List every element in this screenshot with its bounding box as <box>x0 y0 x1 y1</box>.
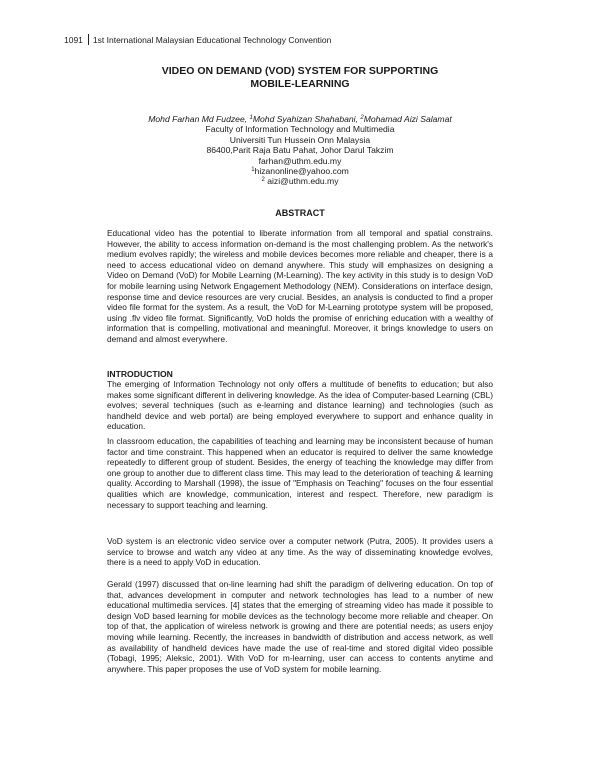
author-2-sup: 1 <box>249 115 253 121</box>
abstract-paragraph: Educational video has the potential to liberate information from all temporal and spatial constrains. However, the ability to access information on-demand is the most challenging problem. As the network's medium evolves rapidly; the wireless and mobile devices becomes more reliable and cheaper, there is a need to access educational video on demand anywhere. This study will emphasizes on designing a Video on Demand (VoD) for Mobile Learning (M-Learning). The key activity in this study is to design VoD for mobile learning using Network Engagement Methodology (NEM). Considerations on interface design, response time and device resources are very crucial. Besides, an analysis is conducted to find a proper video file format for the system. As a result, the VoD for M-Learning prototype system will be proposed, using .flv video file format. Significantly, VoD holds the promise of enriching education with a wealthy of information that is compelling, motivational and meaningful. Moreover, it brings knowledge to users on demand and almost everywhere. <box>107 228 493 344</box>
email-2-sup: 1 <box>251 167 255 174</box>
paragraph-text: VoD system is an electronic video service over a computer network (Putra, 2005). It provides users a service to browse and watch any video at any time. As the way of disseminating knowledge evolves, there is a need to apply VoD in education. <box>107 536 493 568</box>
abstract-text <box>107 228 493 345</box>
title-line-2: MOBILE-LEARNING <box>250 78 350 90</box>
author-names <box>0 114 600 124</box>
affiliation-faculty: Faculty of Information Technology and Multimedia <box>205 124 395 135</box>
email-1: farhan@uthm.edu.my <box>258 155 342 166</box>
author-1: Mohd Farhan Md Fudzee, <box>148 114 250 124</box>
page-number: 1091 <box>64 35 83 45</box>
abstract-heading: ABSTRACT <box>275 208 325 218</box>
affiliation-university: Universiti Tun Hussein Onn Malaysia <box>229 134 371 145</box>
paragraph-text: Gerald (1997) discussed that on-line learning had shift the paradigm of delivering education. On top of that, advances development in computer and network technologies has lead to a number of new educational multimedia services. [4] states that the emerging of streaming video has made it possible to design VoD based learning for mobile devices as the technology become more reliable and cheaper. On top of that, the application of wireless network is growing and there are potential needs; as users enjoy moving while learning. Recently, the increases in bandwidth of distribution and access network, as well as availability of handheld devices have made the use of real-time and stored digital video possible (Tobagi, 1995; Aleksic, 2001). With VoD for m-learning, user can access to contents anytime and anywhere. This paper proposes the use of VoD system for mobile learning. <box>107 579 493 674</box>
intro-paragraph-2 <box>107 436 493 510</box>
intro-paragraph-3 <box>107 536 493 568</box>
author-block <box>0 114 600 187</box>
title-line-1: VIDEO ON DEMAND (VOD) SYSTEM FOR SUPPORTING <box>161 65 439 77</box>
email-2: hizanonline@yahoo.com <box>254 166 349 177</box>
introduction-heading: INTRODUCTION <box>107 369 173 379</box>
email-3: aizi@uthm.edu.my <box>264 176 339 187</box>
header-divider <box>88 34 89 45</box>
affiliation-address: 86400,Parit Raja Batu Pahat, Johor Darul Takzim <box>206 145 394 156</box>
paragraph-text: In classroom education, the capabilities of teaching and learning may be inconsistent because of human factor and time constraint. This happened when an educator is required to deliver the same knowledge repeatedly to different group of student. Besides, the energy of teaching the knowledge may differ from one group to another due to different class time. This may lead to the deterioration of teaching & learning quality. According to Marshall (1998), the issue of "Emphasis on Teaching" focuses on the four essential qualities which are knowledge, communication, interest and respect. Therefore, new paradigm is necessary to support teaching and learning. <box>107 436 493 510</box>
intro-paragraph-4 <box>107 579 493 674</box>
running-header <box>64 34 331 45</box>
author-3-sup: 2 <box>360 115 364 121</box>
email-3-line <box>0 176 600 186</box>
intro-paragraph-1 <box>107 379 493 432</box>
paper-title <box>0 65 600 91</box>
author-2: Mohd Syahizan Shahabani, <box>252 114 361 124</box>
email-3-sup: 2 <box>261 177 265 184</box>
email-2-line <box>0 166 600 176</box>
author-3: Mohamad Aizi Salamat <box>363 114 452 124</box>
conference-name: 1st International Malaysian Educational Technology Convention <box>92 35 332 45</box>
paragraph-text: The emerging of Information Technology not only offers a multitude of benefits to education; but also makes some significant different in delivering knowledge. As the idea of Computer-based Learning (CBL) evolves; several techniques (such as e-learning and distance learning) and technologies (such as handheld device and web portal) are being employed everywhere to support and enhance quality in education. <box>107 379 493 432</box>
